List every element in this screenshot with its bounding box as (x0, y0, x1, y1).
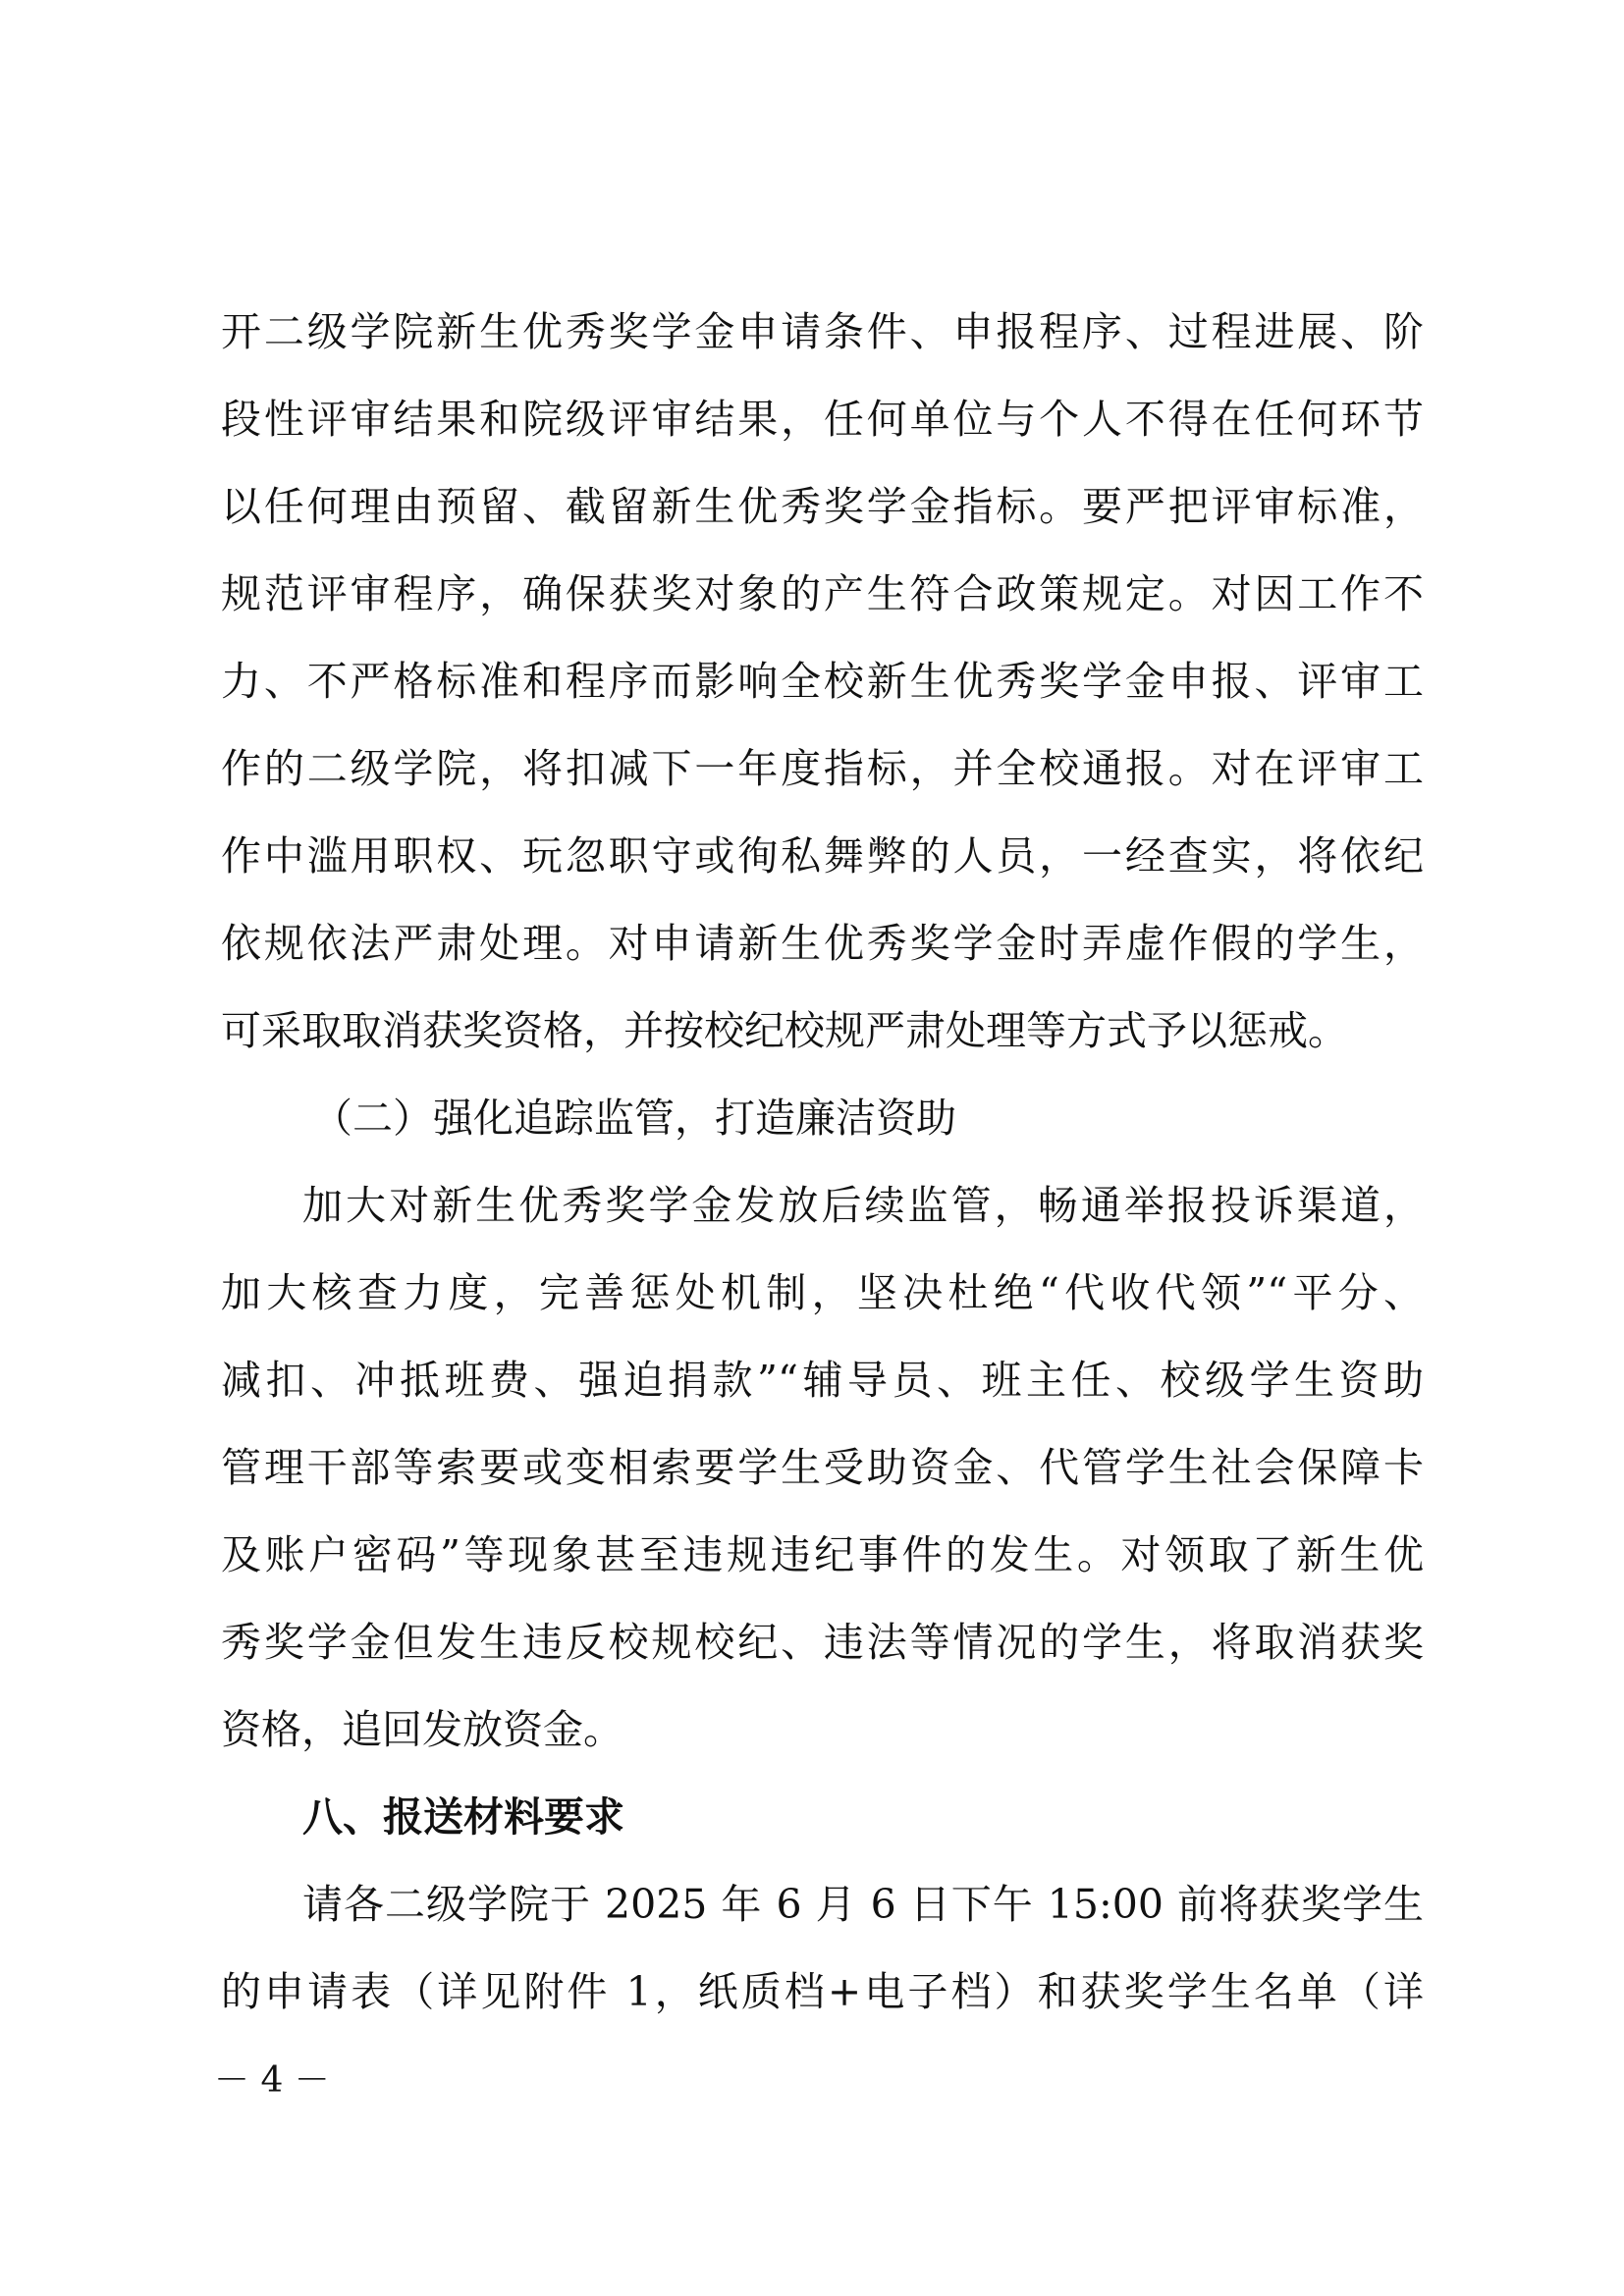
body-line: 开二级学院新生优秀奖学金申请条件、申报程序、过程进展、阶 (221, 308, 1424, 355)
body-line: 请各二级学院于 2025 年 6 月 6 日下午 15:00 前将获奖学生 (302, 1881, 1424, 1928)
body-line: 的申请表（详见附件 1，纸质档+电子档）和获奖学生名单（详 (221, 1968, 1424, 2015)
body-line: 及账户密码”等现象甚至违规违纪事件的发生。对领取了新生优 (221, 1531, 1424, 1578)
body-line: 以任何理由预留、截留新生优秀奖学金指标。要严把评审标准， (221, 483, 1424, 530)
body-line: 资格，追回发放资金。 (221, 1706, 623, 1753)
page-number: － 4 － (214, 2060, 330, 2101)
body-line: 秀奖学金但发生违反校规校纪、违法等情况的学生，将取消获奖 (221, 1619, 1424, 1666)
body-line: 依规依法严肃处理。对申请新生优秀奖学金时弄虚作假的学生， (221, 920, 1424, 967)
body-line: 加大对新生优秀奖学金发放后续监管，畅通举报投诉渠道， (302, 1182, 1424, 1229)
body-line: 减扣、冲抵班费、强迫捐款”“辅导员、班主任、校级学生资助 (221, 1357, 1424, 1404)
body-line: 段性评审结果和院级评审结果，任何单位与个人不得在任何环节 (221, 396, 1424, 443)
body-line: 作的二级学院，将扣减下一年度指标，并全校通报。对在评审工 (221, 745, 1424, 792)
body-line: 力、不严格标准和程序而影响全校新生优秀奖学金申报、评审工 (221, 658, 1424, 705)
body-line: 可采取取消获奖资格，并按校纪校规严肃处理等方式予以惩戒。 (221, 1007, 1348, 1054)
body-line: 管理干部等索要或变相索要学生受助资金、代管学生社会保障卡 (221, 1444, 1424, 1491)
body-line: 作中滥用职权、玩忽职守或徇私舞弊的人员，一经查实，将依纪 (221, 832, 1424, 880)
body-line: 规范评审程序，确保获奖对象的产生符合政策规定。对因工作不 (221, 570, 1424, 617)
body-line: 加大核查力度，完善惩处机制，坚决杜绝“代收代领”“平分、 (221, 1269, 1424, 1316)
section-subheading: （二）强化追踪监管，打造廉洁资助 (312, 1095, 956, 1142)
section-heading: 八、报送材料要求 (302, 1793, 624, 1841)
